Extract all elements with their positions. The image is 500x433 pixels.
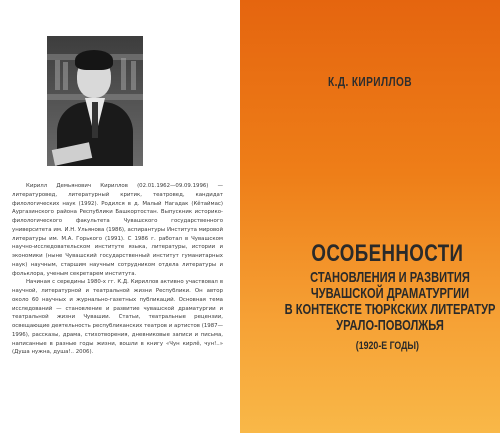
subtitle-line: ЧУВАШСКОЙ ДРАМАТУРГИИ [310,285,470,302]
subtitle-line: В КОНТЕКСТЕ ТЮРКСКИХ ЛИТЕРАТУР [284,301,496,318]
back-cover [0,0,240,433]
author-biography [12,182,223,357]
book-years: (1920-Е ГОДЫ) [355,340,419,352]
book-title: ОСОБЕННОСТИ [311,240,464,267]
subtitle-line: СТАНОВЛЕНИЯ И РАЗВИТИЯ [310,269,470,286]
bio-paragraph: Кирилл Демьянович Кириллов (02.01.1962—09.09.1996) — литературовед, литературный критик, театровед, кандидат филологических наук (1992). Родился в д. Малый Нагадак (Кĕтаймас) Аургазинского района Республики Башкортостан. Выпускник историко-филологического факультета Чувашского государственного университета им. И.Н. Ульянова (1986), аспирантуры Института мировой литературы им. М.А. Горького (1991). С 1986 г. работал в Чувашском научно-исследовательском институте языка, литературы, истории и экономики (ныне Чувашский государственный институт гуманитарных наук) научным, старшим научным сотрудником отдела литературы и фольклора, ученым секретарем института. [12,183,223,277]
book-subtitle [272,270,500,334]
bio-paragraph: Начиная с середины 1980-х гг. К.Д. Кириллов активно участвовал в научной, литературной и театральной жизни Республики. Он автор около 60 научных и журнально-газетных публикаций. Основная тема исследований — становление и развитие чувашской драматургии и театральной жизни Чувашии. Статьи, театральные рецензии, освещающие деятельность республиканских театров и артистов (1987—1996), рассказы, драма, стихотворения, дневниковые записи и письма, написанные в разные годы жизни, вошли в книгу «Чун кирлĕ, чун!..» (Душа нужна, душа!.. 2006). [12,279,223,356]
author-name: К.Д. КИРИЛЛОВ [328,74,412,89]
subtitle-line: УРАЛО-ПОВОЛЖЬЯ [336,317,444,334]
front-cover [240,0,500,433]
author-portrait-photo [47,36,143,166]
